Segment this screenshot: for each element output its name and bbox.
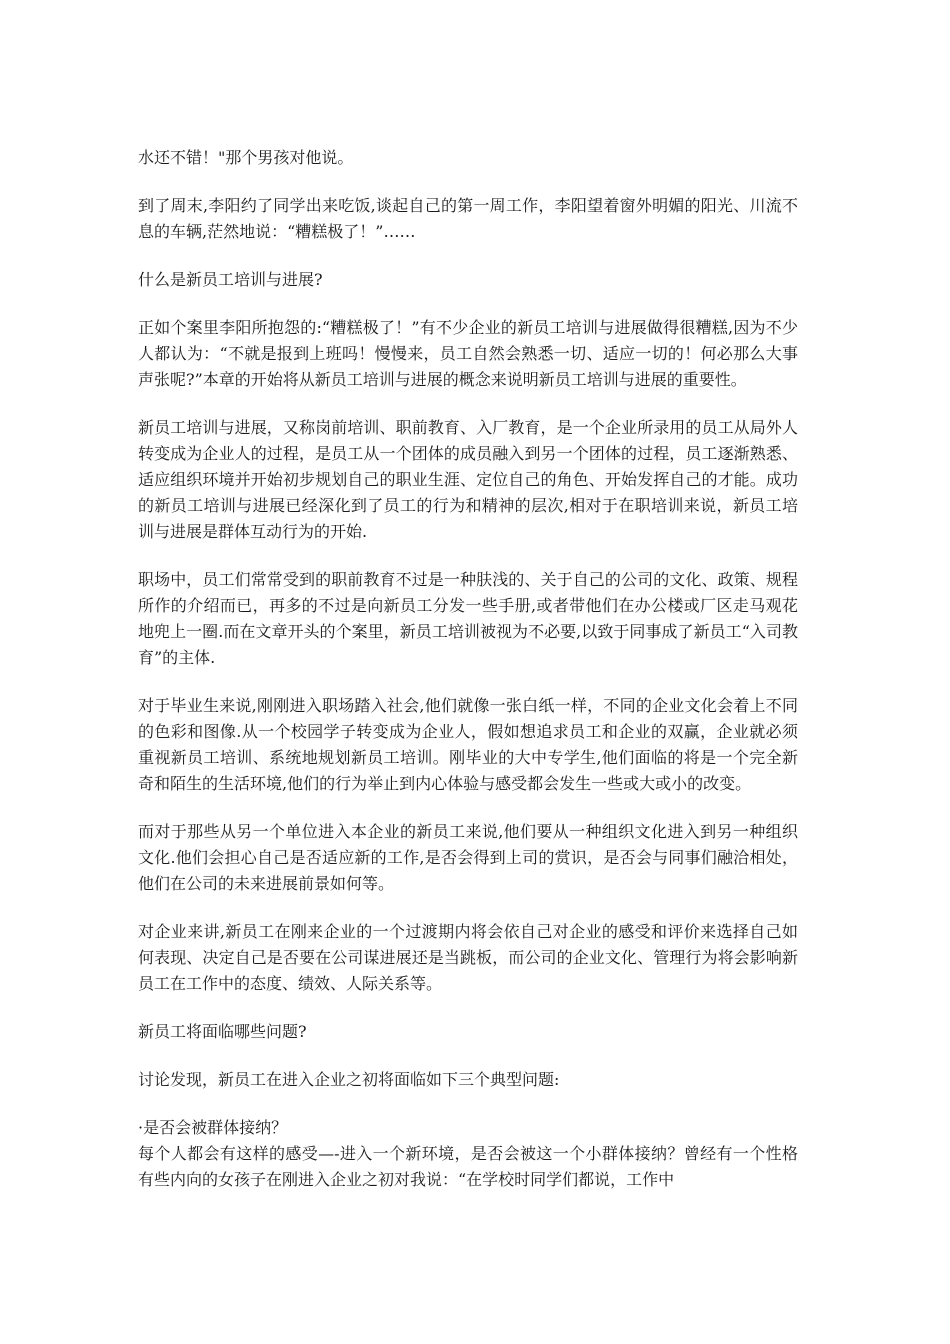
paragraph-discussion: 讨论发现，新员工在进入企业之初将面临如下三个典型问题: [138,1070,560,1089]
section-heading-problems: 新员工将面临哪些问题? [138,1022,307,1041]
paragraph-enterprise-view: 对企业来讲,新员工在刚来企业的一个过渡期内将会依自己对企业的感受和评价来选择自己如何表现、决定自己是否要在公司谋进展还是当跳板，而公司的企业文化、管理行为将会影响新员工在工作中的态度、绩效、人际关系等。 [138,922,798,993]
paragraph-transfer-employees: 而对于那些从另一个单位进入本企业的新员工来说,他们要从一种组织文化进入到另一种组织文化.他们会担心自己是否适应新的工作,是否会得到上司的赏识，是否会与同事们融洽相处，他们在公司的未来进展前景如何等。 [138,822,798,893]
paragraph-quote-end: 水还不错！"那个男孩对他说。 [138,148,354,167]
paragraph-case-complaint: 正如个案里李阳所抱怨的:“糟糕极了！”有不少企业的新员工培训与进展做得很糟糕,因为不少人都认为：“不就是报到上班吗！慢慢来，员工自然会熟悉一切、适应一切的！何必那么大事声张呢?”本章的开始将从新员工培训与进展的概念来说明新员工培训与进展的重要性。 [138,318,798,389]
paragraph-graduates: 对于毕业生来说,刚刚进入职场踏入社会,他们就像一张白纸一样，不同的企业文化会着上不同的色彩和图像.从一个校园学子转变成为企业人，假如想追求员工和企业的双赢，企业就必须重视新员工培训、系统地规划新员工培训。刚毕业的大中专学生,他们面临的将是一个完全新奇和陌生的生活环境,他们的行为举止到内心体验与感受都会发生一些或大或小的改变。 [138,696,798,793]
bullet-body: 每个人都会有这样的感受—-进入一个新环境，是否会被这一个小群体接纳？曾经有一个性格有些内向的女孩子在刚进入企业之初对我说：“在学校时同学们都说，工作中 [138,1144,798,1189]
paragraph-definition: 新员工培训与进展，又称岗前培训、职前教育、入厂教育，是一个企业所录用的员工从局外人转变成为企业人的过程，是员工从一个团体的成员融入到另一个团体的过程，员工逐渐熟悉、适应组织环境并开始初步规划自己的职业生涯、定位自己的角色、开始发挥自己的才能。成功的新员工培训与进展已经深化到了员工的行为和精神的层次,相对于在职培训来说，新员工培训与进展是群体互动行为的开始. [138,418,798,541]
bullet-title: ·是否会被群体接纳？ [138,1118,288,1137]
document-page [138,145,798,1193]
bullet-item-acceptance [138,1115,798,1193]
section-heading-what-is: 什么是新员工培训与进展? [138,270,323,289]
paragraph-weekend: 到了周末,李阳约了同学出来吃饭,谈起自己的第一周工作，李阳望着窗外明媚的阳光、川流不息的车辆,茫然地说：“糟糕极了！”…… [138,196,798,241]
paragraph-workplace: 职场中，员工们常常受到的职前教育不过是一种肤浅的、关于自己的公司的文化、政策、规程所作的介绍而已，再多的不过是向新员工分发一些手册,或者带他们在办公楼或厂区走马观花地兜上一圈.而在文章开头的个案里，新员工培训被视为不必要,以致于同事成了新员工“入司教育”的主体. [138,570,798,667]
